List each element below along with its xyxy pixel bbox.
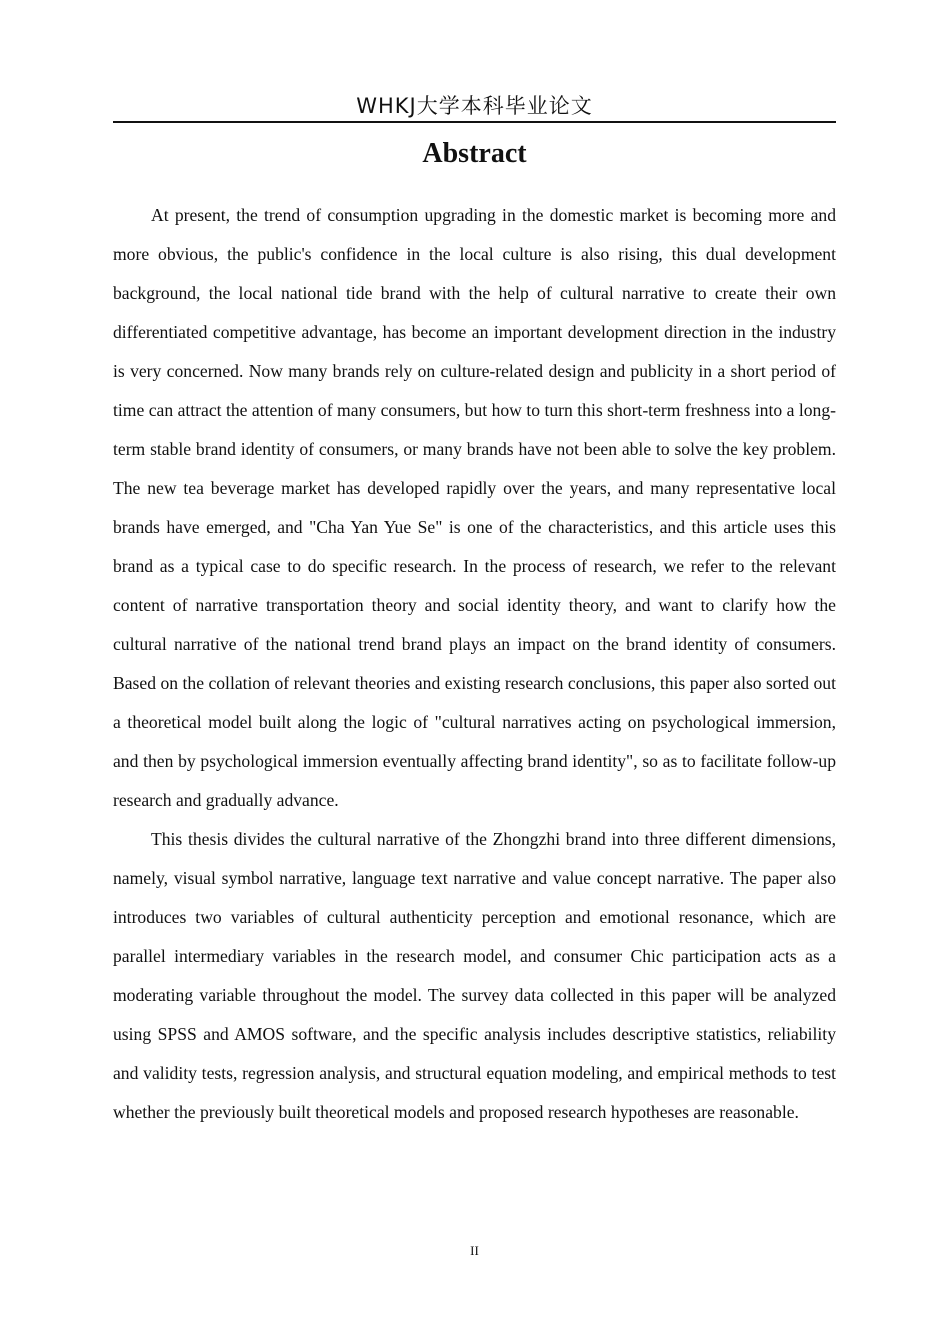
running-header: WHKJ大学本科毕业论文 [356,94,593,118]
abstract-paragraph-2: This thesis divides the cultural narrative of the Zhongzhi brand into three different dimensions, namely, visual symbol narrative, language text narrative and value concept narrative. The paper also introduces two variables of cultural authenticity perception and emotional resonance, which are parallel intermediary variables in the research model, and consumer Chic participation acts as a moderating variable throughout the model. The survey data collected in this paper will be analyzed using SPSS and AMOS software, and the specific analysis includes descriptive statistics, reliability and validity tests, regression analysis, and structural equation modeling, and empirical methods to test whether the previously built theoretical models and proposed research hypotheses are reasonable. [113,829,836,1122]
section-title: Abstract [422,138,527,169]
page-number: II [470,1243,479,1258]
abstract-body [113,196,836,1132]
header-rule [113,121,836,123]
abstract-paragraph-1: At present, the trend of consumption upgrading in the domestic market is becoming more and more obvious, the public's confidence in the local culture is also rising, this dual development background, the local national tide brand with the help of cultural narrative to create their own differentiated competitive advantage, has become an important development direction in the industry is very concerned. Now many brands rely on culture-related design and publicity in a short period of time can attract the attention of many consumers, but how to turn this short-term freshness into a long-term stable brand identity of consumers, or many brands have not been able to solve the key problem. The new tea beverage market has developed rapidly over the years, and many representative local brands have emerged, and "Cha Yan Yue Se" is one of the characteristics, and this article uses this brand as a typical case to do specific research. In the process of research, we refer to the relevant content of narrative transportation theory and social identity theory, and want to clarify how the cultural narrative of the national trend brand plays an impact on the brand identity of consumers. Based on the collation of relevant theories and existing research conclusions, this paper also sorted out a theoretical model built along the logic of "cultural narratives acting on psychological immersion, and then by psychological immersion eventually affecting brand identity", so as to facilitate follow-up research and gradually advance. [113,205,836,810]
